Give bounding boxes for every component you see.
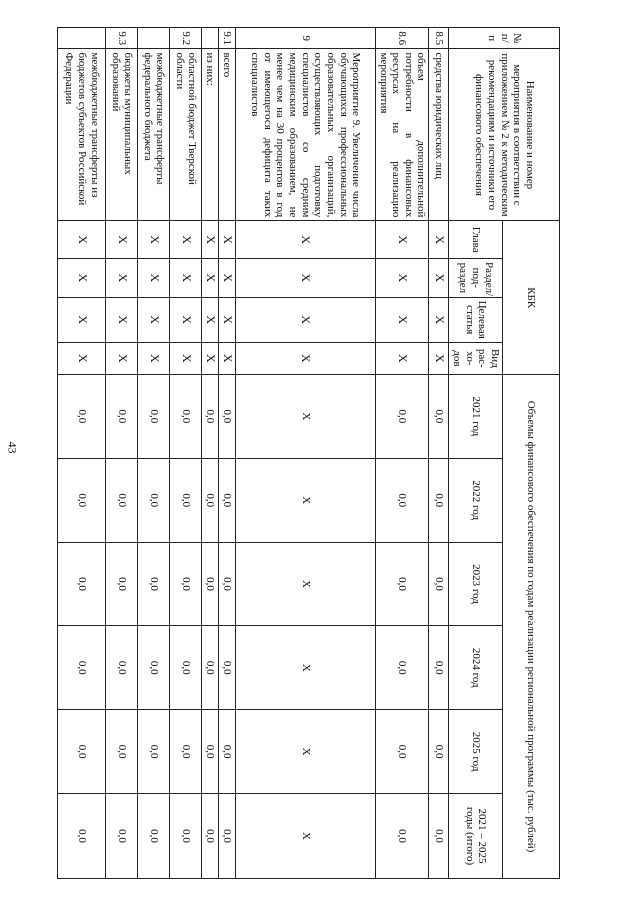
header-year-total: 2021 – 2025 годы (итого)	[449, 793, 503, 878]
table-row	[202, 28, 219, 879]
value-cell: 0,0	[170, 375, 202, 459]
table-row	[58, 28, 106, 879]
value-cell: 0,0	[202, 458, 219, 542]
value-cell: 0,0	[219, 626, 236, 710]
value-cell: 0,0	[138, 375, 170, 459]
kbk-cell: X	[106, 342, 138, 374]
header-year-2024: 2024 год	[449, 626, 503, 710]
value-cell: X	[235, 458, 375, 542]
value-cell: X	[235, 375, 375, 459]
row-name: областной бюджет Тверской области	[170, 49, 202, 221]
value-cell: 0,0	[58, 626, 106, 710]
row-name: средства юридических лиц	[429, 49, 449, 221]
kbk-cell: X	[106, 221, 138, 259]
value-cell: 0,0	[58, 458, 106, 542]
value-cell: X	[235, 542, 375, 626]
kbk-cell: X	[375, 221, 429, 259]
value-cell: 0,0	[429, 458, 449, 542]
kbk-cell: X	[106, 297, 138, 342]
value-cell: 0,0	[202, 793, 219, 878]
row-num	[202, 28, 219, 49]
kbk-cell: X	[170, 258, 202, 297]
kbk-cell: X	[375, 342, 429, 374]
value-cell: 0,0	[202, 375, 219, 459]
table-row	[106, 28, 138, 879]
value-cell: 0,0	[138, 710, 170, 794]
header-row-1	[503, 28, 560, 879]
kbk-cell: X	[375, 297, 429, 342]
value-cell: 0,0	[375, 375, 429, 459]
kbk-cell: X	[429, 297, 449, 342]
row-num	[58, 28, 106, 49]
kbk-cell: X	[235, 342, 375, 374]
row-num: 9	[235, 28, 375, 49]
value-cell: 0,0	[58, 710, 106, 794]
kbk-cell: X	[138, 342, 170, 374]
header-kbk-glava: Глава	[449, 221, 503, 259]
kbk-cell: X	[58, 342, 106, 374]
kbk-cell: X	[202, 258, 219, 297]
row-name: Мероприятие 9. Увеличение числа обучающихся профессиональных образовательных организаций, осуществляющих подготовку специалистов со средним медицинским образованием, не менее чем на 30 процентов в год от имеющегося дефицита таких специалистов	[235, 49, 375, 221]
kbk-cell: X	[202, 221, 219, 259]
value-cell: 0,0	[106, 710, 138, 794]
kbk-cell: X	[202, 297, 219, 342]
kbk-cell: X	[219, 297, 236, 342]
value-cell: X	[235, 793, 375, 878]
table-row	[170, 28, 202, 879]
kbk-cell: X	[58, 221, 106, 259]
page-number: 43	[5, 441, 20, 454]
value-cell: X	[235, 710, 375, 794]
row-num: 9.3	[106, 28, 138, 49]
value-cell: 0,0	[138, 542, 170, 626]
header-name: Наименование и номер мероприятия в соответствии с приложением № 2 к методическим рекомендациям и источники его финансового обеспечения	[449, 49, 560, 221]
value-cell: 0,0	[170, 626, 202, 710]
value-cell: 0,0	[219, 458, 236, 542]
rotated-table-frame	[63, 27, 560, 879]
row-name: всего	[219, 49, 236, 221]
value-cell: 0,0	[138, 626, 170, 710]
value-cell: 0,0	[429, 375, 449, 459]
value-cell: 0,0	[375, 458, 429, 542]
kbk-cell: X	[375, 258, 429, 297]
value-cell: 0,0	[58, 375, 106, 459]
kbk-cell: X	[58, 297, 106, 342]
value-cell: 0,0	[429, 710, 449, 794]
value-cell: 0,0	[375, 793, 429, 878]
kbk-cell: X	[138, 221, 170, 259]
value-cell: 0,0	[170, 458, 202, 542]
value-cell: X	[235, 626, 375, 710]
row-num: 9.1	[219, 28, 236, 49]
header-kbk-vid: Вид рас-хо-дов	[449, 342, 503, 374]
value-cell: 0,0	[219, 793, 236, 878]
row-num	[138, 28, 170, 49]
kbk-cell: X	[58, 258, 106, 297]
value-cell: 0,0	[58, 542, 106, 626]
value-cell: 0,0	[170, 793, 202, 878]
value-cell: 0,0	[106, 793, 138, 878]
kbk-cell: X	[235, 297, 375, 342]
header-kbk: КБК	[503, 221, 560, 375]
kbk-cell: X	[106, 258, 138, 297]
header-num: № п/п	[449, 28, 560, 49]
value-cell: 0,0	[202, 626, 219, 710]
header-year-2021: 2021 год	[449, 375, 503, 459]
value-cell: 0,0	[429, 542, 449, 626]
value-cell: 0,0	[170, 710, 202, 794]
value-cell: 0,0	[375, 626, 429, 710]
value-cell: 0,0	[202, 542, 219, 626]
header-year-2023: 2023 год	[449, 542, 503, 626]
kbk-cell: X	[170, 342, 202, 374]
kbk-cell: X	[202, 342, 219, 374]
value-cell: 0,0	[375, 542, 429, 626]
value-cell: 0,0	[202, 710, 219, 794]
kbk-cell: X	[235, 221, 375, 259]
header-kbk-razdel: Раздел/ под-раздел	[449, 258, 503, 297]
value-cell: 0,0	[170, 542, 202, 626]
row-num: 8.6	[375, 28, 429, 49]
kbk-cell: X	[170, 297, 202, 342]
kbk-cell: X	[138, 297, 170, 342]
value-cell: 0,0	[219, 710, 236, 794]
value-cell: 0,0	[106, 542, 138, 626]
rotated-page	[63, 27, 560, 879]
row-name: межбюджетные трансферты из бюджетов субъектов Российской Федерации	[58, 49, 106, 221]
row-name: бюджеты муниципальных образований	[106, 49, 138, 221]
row-num: 8.5	[429, 28, 449, 49]
kbk-cell: X	[219, 342, 236, 374]
value-cell: 0,0	[375, 710, 429, 794]
value-cell: 0,0	[106, 458, 138, 542]
value-cell: 0,0	[219, 375, 236, 459]
table-row	[235, 28, 375, 879]
kbk-cell: X	[219, 258, 236, 297]
value-cell: 0,0	[219, 542, 236, 626]
row-num: 9.2	[170, 28, 202, 49]
row-name: межбюджетные трансферты федерального бюджета	[138, 49, 170, 221]
kbk-cell: X	[429, 258, 449, 297]
value-cell: 0,0	[58, 793, 106, 878]
row-name: из них:	[202, 49, 219, 221]
value-cell: 0,0	[138, 458, 170, 542]
table-row	[219, 28, 236, 879]
header-year-2025: 2025 год	[449, 710, 503, 794]
kbk-cell: X	[138, 258, 170, 297]
table-row	[429, 28, 449, 879]
kbk-cell: X	[219, 221, 236, 259]
kbk-cell: X	[235, 258, 375, 297]
kbk-cell: X	[429, 342, 449, 374]
value-cell: 0,0	[138, 793, 170, 878]
header-finance: Объемы финансового обеспечения по годам реализации региональной программы (тыс. рублей)	[503, 375, 560, 879]
value-cell: 0,0	[429, 626, 449, 710]
value-cell: 0,0	[106, 375, 138, 459]
table-body	[58, 28, 449, 879]
header-year-2022: 2022 год	[449, 458, 503, 542]
kbk-cell: X	[429, 221, 449, 259]
kbk-cell: X	[170, 221, 202, 259]
table-row	[375, 28, 429, 879]
value-cell: 0,0	[106, 626, 138, 710]
table-row	[138, 28, 170, 879]
header-kbk-statya: Целевая статья	[449, 297, 503, 342]
value-cell: 0,0	[429, 793, 449, 878]
row-name: объем дополнительной потребности в финансовых ресурсах на реализацию мероприятия	[375, 49, 429, 221]
finance-table	[57, 27, 560, 879]
